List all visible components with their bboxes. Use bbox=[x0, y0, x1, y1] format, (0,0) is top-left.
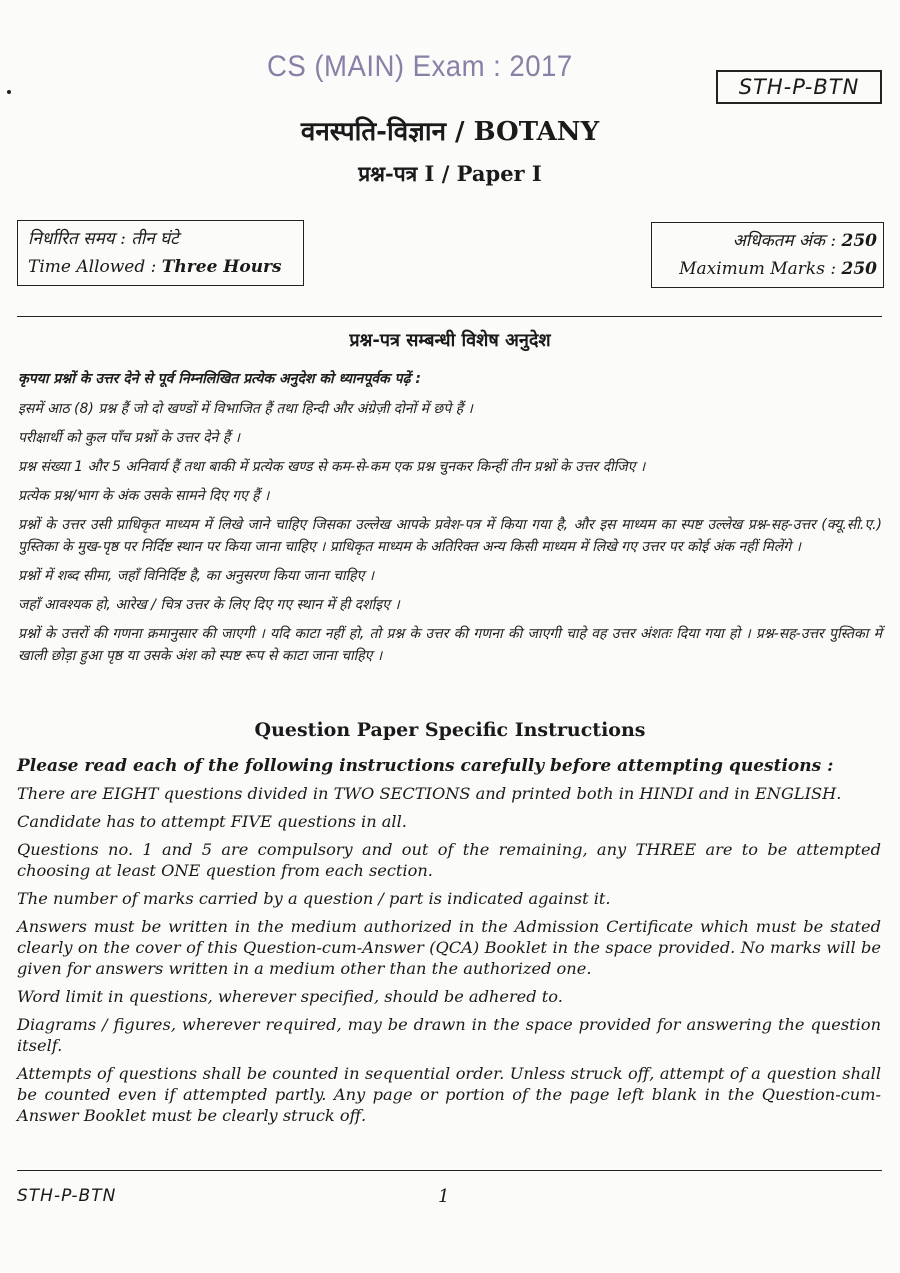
english-instruction-item: Word limit in questions, wherever specified, should be adhered to. bbox=[17, 987, 563, 1006]
english-instructions-lead: Please read each of the following instructions carefully before attempting questions : bbox=[17, 756, 834, 776]
maximum-marks-hindi-label: अधिकतम अंक : bbox=[732, 231, 842, 251]
maximum-marks-label: Maximum Marks : bbox=[679, 259, 842, 279]
english-instruction-item: Answers must be written in the medium authorized in the Admission Certificate which must be stated clearly on the cover of this Question-cum-Answer (QCA) Booklet in the space provided. No marks will be given for answers written in a medium other than the authorized one. bbox=[17, 917, 881, 978]
hindi-instruction-item: प्रत्येक प्रश्न/भाग के अंक उसके सामने दिए गए हैं । bbox=[18, 488, 270, 504]
english-instruction-item: Questions no. 1 and 5 are compulsory and out of the remaining, any THREE are to be attempted choosing at least ONE question from each section. bbox=[17, 840, 881, 880]
maximum-marks-value: 250 bbox=[841, 259, 877, 279]
exam-stamp: CS (MAIN) Exam : 2017 bbox=[267, 50, 573, 83]
maximum-marks-box bbox=[651, 222, 884, 288]
time-allowed-english bbox=[28, 253, 293, 281]
english-instructions bbox=[17, 756, 881, 1133]
english-instruction-item: There are EIGHT questions divided in TWO SECTIONS and printed both in HINDI and in ENGLISH. bbox=[17, 784, 842, 803]
time-allowed-value: Three Hours bbox=[161, 257, 282, 277]
subject-title: वनस्पति-विज्ञान / BOTANY bbox=[300, 117, 600, 147]
hindi-instruction-item: प्रश्नों के उत्तर उसी प्राधिकृत माध्यम में लिखे जाने चाहिए जिसका उल्लेख आपके प्रवेश-पत्र में किया गया है, और इस माध्यम का स्पष्ट उल्लेख प्रश्न-सह-उत्तर (क्यू.सी.ए.) पुस्तिका के मुख-पृष्ठ पर निर्दिष्ट स्थान पर किया जाना चाहिए । प्राधिकृत माध्यम के अतिरिक्त अन्य किसी माध्यम में लिखे गए उत्तर पर कोई अंक नहीं मिलेंगे । bbox=[18, 517, 882, 555]
hindi-instruction-item: प्रश्न संख्या 1 और 5 अनिवार्य हैं तथा बाकी में प्रत्येक खण्ड से कम-से-कम एक प्रश्न चुनकर किन्हीं तीन प्रश्नों के उत्तर दीजिए । bbox=[18, 459, 646, 475]
divider-bottom bbox=[17, 1170, 882, 1171]
scan-speck bbox=[7, 90, 11, 94]
footer-paper-code: STH-P-BTN bbox=[17, 1186, 117, 1206]
english-instruction-item: Diagrams / figures, wherever required, may be drawn in the space provided for answering the question itself. bbox=[17, 1015, 881, 1055]
page-number: 1 bbox=[438, 1186, 450, 1207]
hindi-instruction-item: प्रश्नों में शब्द सीमा, जहाँ विनिर्दिष्ट है, का अनुसरण किया जाना चाहिए । bbox=[18, 568, 375, 584]
hindi-instruction-item: परीक्षार्थी को कुल पाँच प्रश्नों के उत्तर देने हैं । bbox=[18, 430, 240, 446]
hindi-instructions-lead: कृपया प्रश्नों के उत्तर देने से पूर्व निम्नलिखित प्रत्येक अनुदेश को ध्यानपूर्वक पढ़ें : bbox=[18, 371, 421, 387]
english-instruction-item: Attempts of questions shall be counted in sequential order. Unless struck off, attempt of a question shall be counted even if attempted partly. Any page or portion of the page left blank in the Question-cum-Answer Booklet must be clearly struck off. bbox=[17, 1064, 881, 1125]
english-instructions-heading: Question Paper Specific Instructions bbox=[254, 719, 646, 741]
hindi-instructions-heading: प्रश्न-पत्र सम्बन्धी विशेष अनुदेश bbox=[349, 330, 551, 351]
paper-title: प्रश्न-पत्र I / Paper I bbox=[358, 161, 542, 186]
hindi-instruction-item: जहाँ आवश्यक हो, आरेख / चित्र उत्तर के लिए दिए गए स्थान में ही दर्शाइए । bbox=[18, 597, 400, 613]
english-instruction-item: Candidate has to attempt FIVE questions in all. bbox=[17, 812, 407, 831]
time-allowed-box bbox=[17, 220, 304, 286]
divider-top bbox=[17, 316, 882, 317]
hindi-instructions bbox=[18, 368, 882, 674]
paper-code-box: STH-P-BTN bbox=[716, 70, 882, 104]
hindi-instruction-item: इसमें आठ (8) प्रश्न हैं जो दो खण्डों में विभाजित हैं तथा हिन्दी और अंग्रेज़ी दोनों में छपे हैं । bbox=[18, 401, 473, 417]
maximum-marks-hindi-value: 250 bbox=[841, 231, 877, 251]
time-allowed-hindi: निर्धारित समय : तीन घंटे bbox=[28, 229, 179, 249]
maximum-marks-english bbox=[658, 255, 877, 283]
time-allowed-label: Time Allowed : bbox=[28, 257, 162, 277]
maximum-marks-hindi bbox=[658, 227, 877, 255]
english-instruction-item: The number of marks carried by a question / part is indicated against it. bbox=[17, 889, 611, 908]
hindi-instruction-item: प्रश्नों के उत्तरों की गणना क्रमानुसार की जाएगी । यदि काटा नहीं हो, तो प्रश्न के उत्तर की गणना की जाएगी चाहे वह उत्तर अंशतः दिया गया हो । प्रश्न-सह-उत्तर पुस्तिका में खाली छोड़ा हुआ पृष्ठ या उसके अंश को स्पष्ट रूप से काटा जाना चाहिए । bbox=[18, 626, 882, 664]
